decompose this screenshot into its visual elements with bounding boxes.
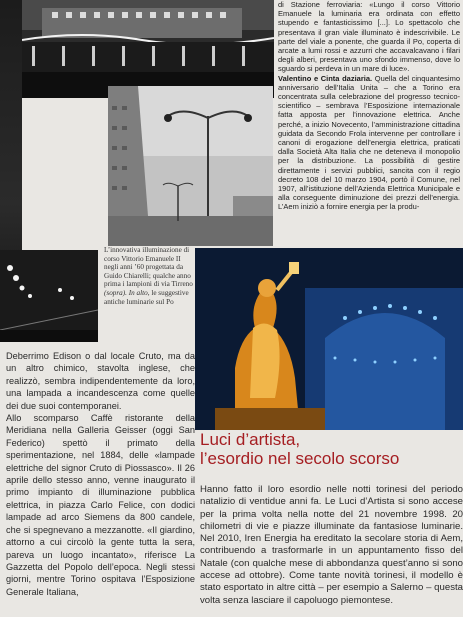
article-luci-artista (200, 484, 463, 617)
caption-sopra: (sopra). In alto, (104, 288, 150, 297)
lead-valentino: Valentino e Cinta daziaria. (278, 73, 373, 83)
paragraph-stazione: di Stazione ferroviaria: «Lungo il corso Vittorio Emanuele la luminaria era ordinata con effetto stupendo e fantasticissimo [...]. Lo spettacolo che presentava il gran viale illuminato è indescrivibile. Le parte del viale a ponente, che guarda il Po, coperta di arcate a lumi rossi e azzurri che accavalcavano i filari degli alberi, presentava uno sfondo immenso, dove lo sguardo si perdeva in un mare di luce». (278, 0, 460, 74)
photo-caption (104, 246, 196, 332)
paragraph-valentino-body: Quella del cinquantesimo anniversario dell’Italia Unita – che a Torino era concentrata sulla celebrazione del progresso tecnico-scientifico – sembrava l’Esposizione internazionale fatta apposta per l’innovazione elettrica. Anche perché, a inizio Novecento, l’amministrazione cittadina guidata da Secondo Frola intervenne per controllare i canoni di erogazione dell’energia elettrica, praticati dalla Società Alta Italia che ne deteneva il monopolio per la distribuzione. La possibilità di gestire direttamente i servizi pubblici, sancita con il regio decreto 108 del 10 marzo 1904, portò il Comune, nel 1907, all’istituzione dell’Azienda Elettrica Municipale e alla conseguente diminuzione dei prezzi dell’energia. L’Aem iniziò a fornire energia per la produ- (278, 73, 461, 212)
paragraph-valentino (278, 74, 460, 212)
photo-luci-artista-statua (195, 248, 463, 430)
section-headline (200, 430, 460, 478)
paragraph-luci-artista: Hanno fatto il loro esordio nelle notti torinesi del periodo natalizio di ventidue anni fa. Le Luci d’Artista si sono accese per la prima volta nella notte del 21 novembre 1998. 20 chilometri di vie e piazze illuminate da fantasiose luminarie. Nel 2010, Iren Energia ha ereditato la secolare storia di Aem, contribuendo a trasformarle in un appuntamento fisso del Natale (con qualche mese di abbondanza quest’anno si sono accese ad ottobre). Come tante novità torinesi, il modello è stato esportato in altre città – per esempio a Salerno – questa volta senza lasciare il capoluogo piemontese. (200, 484, 463, 606)
headline-line-2: l’esordio nel secolo scorso (200, 449, 400, 468)
paragraph-meridiana: Allo scomparso Caffè ristorante della Meridiana nella Galleria Geisser (oggi San Federico) spettò il primato della sperimentazione, nel 1884, delle «lampade elettriche del signor Cruto di Piossasco». Il 26 aprile dello stesso anno, venne inaugurato il primo impianto di illuminazione pubblica elettrica, in piazza Carlo Felice, con dodici lampade ad arco Siemens da 800 candele, che si spegnevano a mezzanotte. «Il giardino, attorno a cui circolò la gente tutta la sera, pareva un luogo incantato», riferisce La Gazzetta del Popolo dell’epoca. Negli stessi giorni, mentre Torino ospitava l’Esposizione Generale Italiana, (6, 413, 195, 597)
caption-tail: le suggestive antiche luminarie sul Po (104, 288, 189, 306)
article-column-right (278, 0, 460, 250)
article-column-left (0, 350, 195, 617)
paragraph-edison: Deberrimo Edison o dal locale Cruto, ma da un altro chimico, stavolta inglese, che realizzò, sembra indipendentemente da loro, una lampada a incandescenza come quelle dei due suoi contemporanei. (6, 351, 195, 411)
photo-corso-vittorio-emanuele (108, 86, 273, 246)
caption-text: L’innovativa illuminazione di corso Vittorio Emanuele II negli anni ’60 progettata da Guido Chiarelli; qualche anno prima i lampioni di via Tirreno (104, 246, 193, 289)
photo-po-luminarie (22, 0, 274, 98)
photo-lampioni-via-tirreno (0, 250, 98, 342)
headline-line-1: Luci d’artista, (200, 430, 301, 449)
